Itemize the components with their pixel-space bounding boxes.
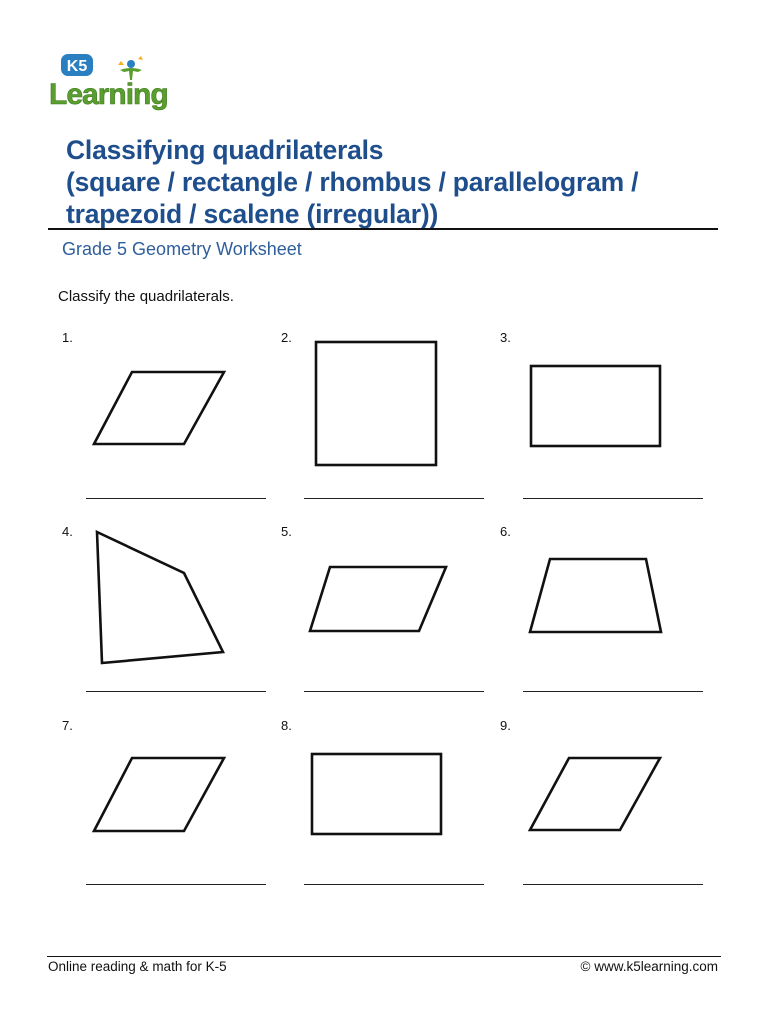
problem-number: 1.	[62, 330, 73, 345]
answer-line[interactable]	[523, 884, 703, 885]
footer-tagline: Online reading & math for K-5	[48, 959, 227, 974]
title-line-1: Classifying quadrilaterals	[66, 135, 384, 165]
problem-number: 3.	[500, 330, 511, 345]
answer-line[interactable]	[86, 884, 266, 885]
footer-divider	[47, 956, 721, 957]
k5-learning-logo	[48, 50, 188, 114]
title-divider	[48, 228, 718, 230]
parallelogram-shape	[520, 746, 670, 846]
worksheet-subtitle: Grade 5 Geometry Worksheet	[62, 239, 302, 259]
problem-number: 4.	[62, 524, 73, 539]
title-line-2: (square / rectangle / rhombus / parallelogram /	[66, 167, 639, 197]
problem-number: 5.	[281, 524, 292, 539]
instructions-text: Classify the quadrilaterals.	[58, 288, 234, 305]
rectangle-shape	[300, 742, 460, 852]
answer-line[interactable]	[86, 691, 266, 692]
title-line-3: trapezoid / scalene (irregular))	[66, 199, 439, 229]
k5-learning-logo-graphic	[48, 50, 188, 114]
answer-line[interactable]	[86, 498, 266, 499]
rectangle-shape	[520, 356, 670, 456]
problem-number: 7.	[62, 718, 73, 733]
logo-word-text: Learning	[49, 78, 168, 111]
parallelogram-shape	[80, 746, 240, 846]
answer-line[interactable]	[304, 691, 484, 692]
parallelogram-shape	[80, 360, 240, 460]
problem-number: 2.	[281, 330, 292, 345]
trapezoid-shape	[520, 548, 670, 648]
problem-number: 8.	[281, 718, 292, 733]
answer-line[interactable]	[523, 691, 703, 692]
irregular-quadrilateral-shape	[80, 520, 240, 680]
answer-line[interactable]	[304, 498, 484, 499]
worksheet-title	[66, 134, 726, 230]
answer-line[interactable]	[523, 498, 703, 499]
logo-badge-text: K5	[66, 58, 88, 75]
square-shape	[300, 330, 450, 480]
footer-website: © www.k5learning.com	[580, 959, 718, 974]
answer-line[interactable]	[304, 884, 484, 885]
parallelogram-shape	[300, 556, 460, 646]
problem-number: 9.	[500, 718, 511, 733]
problem-number: 6.	[500, 524, 511, 539]
